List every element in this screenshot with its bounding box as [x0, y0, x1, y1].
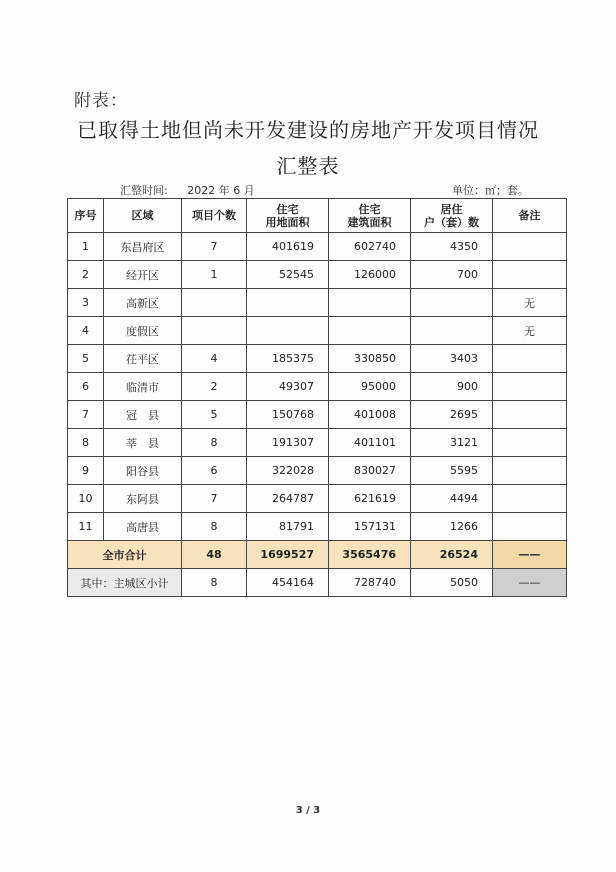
cell-units: 2695 [411, 401, 493, 429]
cell-note [493, 345, 567, 373]
cell-area: 经开区 [104, 261, 182, 289]
cell-seq: 1 [68, 233, 104, 261]
cell-note [493, 485, 567, 513]
cell-area: 冠 县 [104, 401, 182, 429]
header-build-line2: 建筑面积 [347, 215, 392, 229]
header-build-line1: 住宅 [358, 202, 381, 216]
table-row [68, 485, 567, 513]
header-units-line2: 户（套）数 [424, 215, 479, 229]
cell-seq: 5 [68, 345, 104, 373]
header-seq: 序号 [68, 199, 104, 233]
table-row [68, 289, 567, 317]
cell-build: 95000 [329, 373, 411, 401]
header-units-line1: 居住 [440, 202, 463, 216]
cell-area: 临清市 [104, 373, 182, 401]
total-build: 3565476 [329, 541, 411, 569]
cell-count: 8 [182, 513, 247, 541]
subtotal-row [68, 569, 567, 597]
cell-count: 6 [182, 457, 247, 485]
cell-count [182, 317, 247, 345]
cell-land: 185375 [247, 345, 329, 373]
cell-area: 高唐县 [104, 513, 182, 541]
compile-time-label: 汇整时间: [120, 184, 168, 197]
cell-count [182, 289, 247, 317]
table-header-row [68, 199, 567, 233]
cell-seq: 6 [68, 373, 104, 401]
total-count: 48 [182, 541, 247, 569]
cell-land: 150768 [247, 401, 329, 429]
summary-table [67, 198, 567, 597]
table-row [68, 317, 567, 345]
cell-area: 东阿县 [104, 485, 182, 513]
header-build-area [329, 199, 411, 233]
header-units [411, 199, 493, 233]
cell-build: 830027 [329, 457, 411, 485]
cell-units: 3121 [411, 429, 493, 457]
total-note: —— [493, 541, 567, 569]
cell-seq: 11 [68, 513, 104, 541]
cell-seq: 7 [68, 401, 104, 429]
cell-land: 264787 [247, 485, 329, 513]
table-row [68, 513, 567, 541]
table-row [68, 401, 567, 429]
header-land-line1: 住宅 [276, 202, 299, 216]
annex-label: 附表： [74, 91, 128, 111]
cell-count: 2 [182, 373, 247, 401]
subtotal-land: 454164 [247, 569, 329, 597]
cell-seq: 8 [68, 429, 104, 457]
cell-units: 900 [411, 373, 493, 401]
header-land-area [247, 199, 329, 233]
cell-note [493, 513, 567, 541]
compile-time [120, 182, 255, 198]
cell-area: 莘 县 [104, 429, 182, 457]
cell-units: 700 [411, 261, 493, 289]
cell-count: 4 [182, 345, 247, 373]
compile-time-value: 2022 年 6 月 [187, 184, 255, 197]
cell-count: 8 [182, 429, 247, 457]
cell-seq: 10 [68, 485, 104, 513]
cell-units [411, 289, 493, 317]
cell-build: 401008 [329, 401, 411, 429]
subtotal-count: 8 [182, 569, 247, 597]
cell-build: 126000 [329, 261, 411, 289]
table-row [68, 233, 567, 261]
cell-area: 阳谷县 [104, 457, 182, 485]
cell-seq: 2 [68, 261, 104, 289]
cell-units: 4494 [411, 485, 493, 513]
cell-land: 52545 [247, 261, 329, 289]
subtotal-build: 728740 [329, 569, 411, 597]
cell-land: 191307 [247, 429, 329, 457]
header-land-line2: 用地面积 [265, 215, 310, 229]
cell-seq: 3 [68, 289, 104, 317]
cell-build: 621619 [329, 485, 411, 513]
total-units: 26524 [411, 541, 493, 569]
cell-units: 5595 [411, 457, 493, 485]
cell-land: 322028 [247, 457, 329, 485]
cell-land: 81791 [247, 513, 329, 541]
cell-build: 602740 [329, 233, 411, 261]
cell-build: 401101 [329, 429, 411, 457]
cell-units: 4350 [411, 233, 493, 261]
cell-build [329, 317, 411, 345]
unit-note: 单位：㎡；套。 [452, 184, 529, 197]
cell-count: 5 [182, 401, 247, 429]
cell-note [493, 401, 567, 429]
cell-note [493, 261, 567, 289]
table-row [68, 373, 567, 401]
cell-area: 度假区 [104, 317, 182, 345]
cell-count: 7 [182, 233, 247, 261]
cell-note [493, 429, 567, 457]
subtotal-note: —— [493, 569, 567, 597]
cell-count: 7 [182, 485, 247, 513]
cell-seq: 9 [68, 457, 104, 485]
total-row [68, 541, 567, 569]
cell-note: 无 [493, 317, 567, 345]
header-note: 备注 [493, 199, 567, 233]
cell-build [329, 289, 411, 317]
cell-land [247, 317, 329, 345]
cell-seq: 4 [68, 317, 104, 345]
table-row [68, 345, 567, 373]
cell-units: 1266 [411, 513, 493, 541]
cell-units [411, 317, 493, 345]
table-row [68, 261, 567, 289]
header-area: 区域 [104, 199, 182, 233]
cell-count: 1 [182, 261, 247, 289]
cell-note [493, 233, 567, 261]
table-row [68, 429, 567, 457]
page-number: 3 / 3 [295, 805, 321, 816]
page-title: 已取得土地但尚未开发建设的房地产开发项目情况 [77, 118, 539, 142]
total-land: 1699527 [247, 541, 329, 569]
cell-area: 东昌府区 [104, 233, 182, 261]
cell-note: 无 [493, 289, 567, 317]
cell-land: 401619 [247, 233, 329, 261]
cell-units: 3403 [411, 345, 493, 373]
subtotal-units: 5050 [411, 569, 493, 597]
page-subtitle: 汇整表 [276, 154, 340, 178]
total-label: 全市合计 [68, 541, 182, 569]
header-count: 项目个数 [182, 199, 247, 233]
cell-build: 330850 [329, 345, 411, 373]
subtotal-label: 其中：主城区小计 [68, 569, 182, 597]
cell-land [247, 289, 329, 317]
cell-build: 157131 [329, 513, 411, 541]
cell-area: 茌平区 [104, 345, 182, 373]
cell-note [493, 373, 567, 401]
cell-area: 高新区 [104, 289, 182, 317]
cell-note [493, 457, 567, 485]
table-row [68, 457, 567, 485]
cell-land: 49307 [247, 373, 329, 401]
